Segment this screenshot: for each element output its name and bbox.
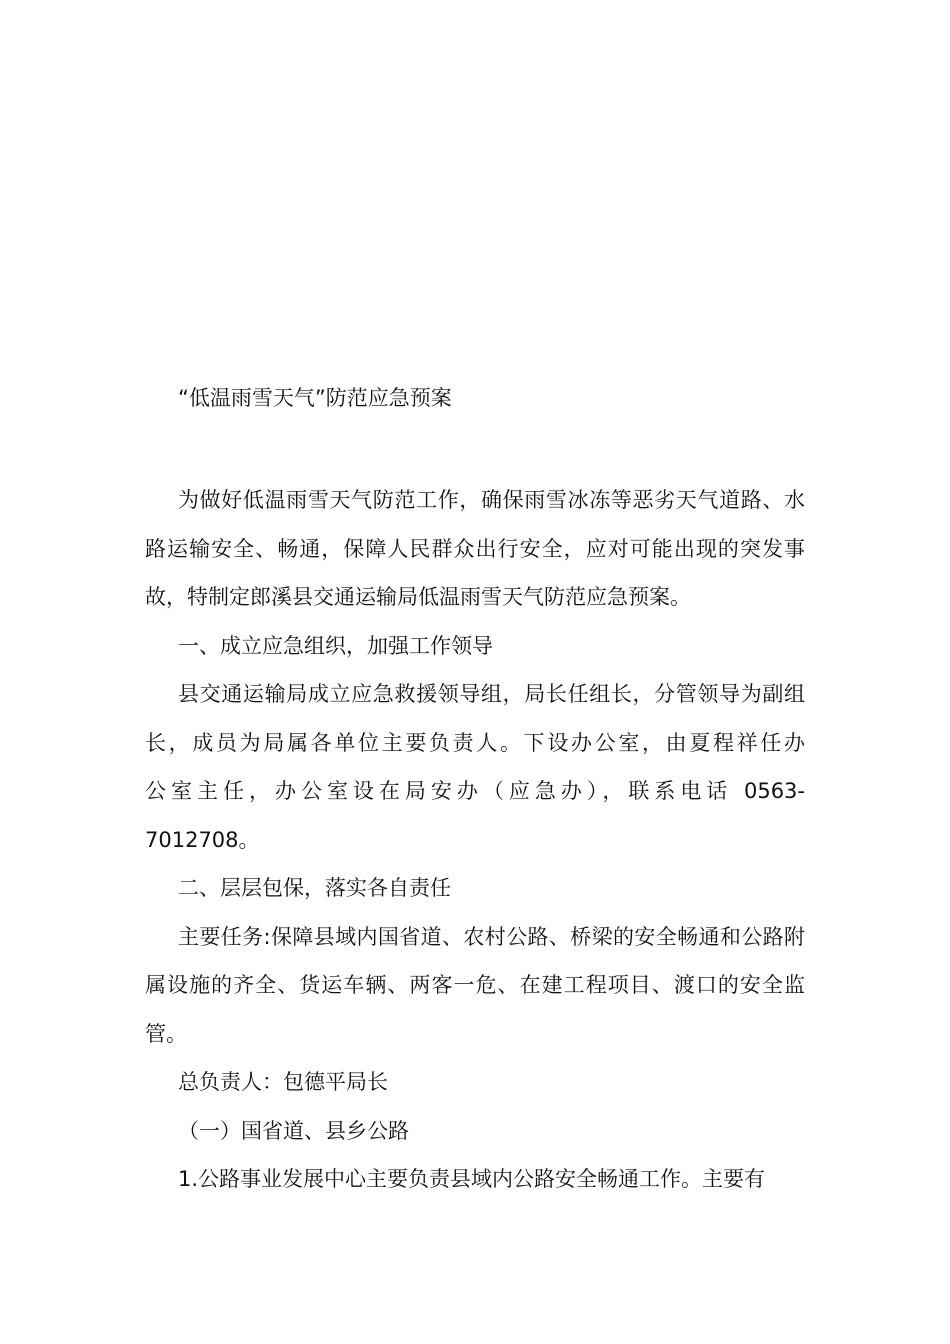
- heading-subsection-1: （一）国省道、县乡公路: [178, 1118, 409, 1143]
- heading-section-2: 二、层层包保，落实各自责任: [178, 876, 451, 900]
- heading-section-1: 一、成立应急组织，加强工作领导: [178, 633, 493, 658]
- paragraph-phone-tail: 7012708。: [145, 827, 260, 852]
- document-title: “低温雨雪天气”防范应急预案: [178, 386, 452, 410]
- document-body: [145, 476, 805, 1204]
- paragraph-intro: 为做好低温雨雪天气防范工作，确保雨雪冰冻等恶劣天气道路、水路运输安全、畅通，保障人民群众出行安全，应对可能出现的突发事故，特制定郎溪县交通运输局低温雨雪天气防范应急预案。: [145, 488, 805, 609]
- paragraph-leadership-group: 县交通运输局成立应急救援领导组，局长任组长，分管领导为副组长，成员为局属各单位主要负责人。下设办公室，由夏程祥任办: [145, 682, 805, 755]
- paragraph-office-contact: 公室主任，办公室设在局安办（应急办），联系电话 0563-: [145, 779, 805, 803]
- paragraph-chief-responsible: 总负责人：包德平局长: [178, 1070, 388, 1094]
- paragraph-item-1: 1.公路事业发展中心主要负责县域内公路安全畅通工作。主要有: [178, 1167, 766, 1191]
- paragraph-main-tasks: 主要任务:保障县域内国省道、农村公路、桥梁的安全畅通和公路附属设施的齐全、货运车辆、两客一危、在建工程项目、渡口的安全监管。: [145, 924, 805, 1046]
